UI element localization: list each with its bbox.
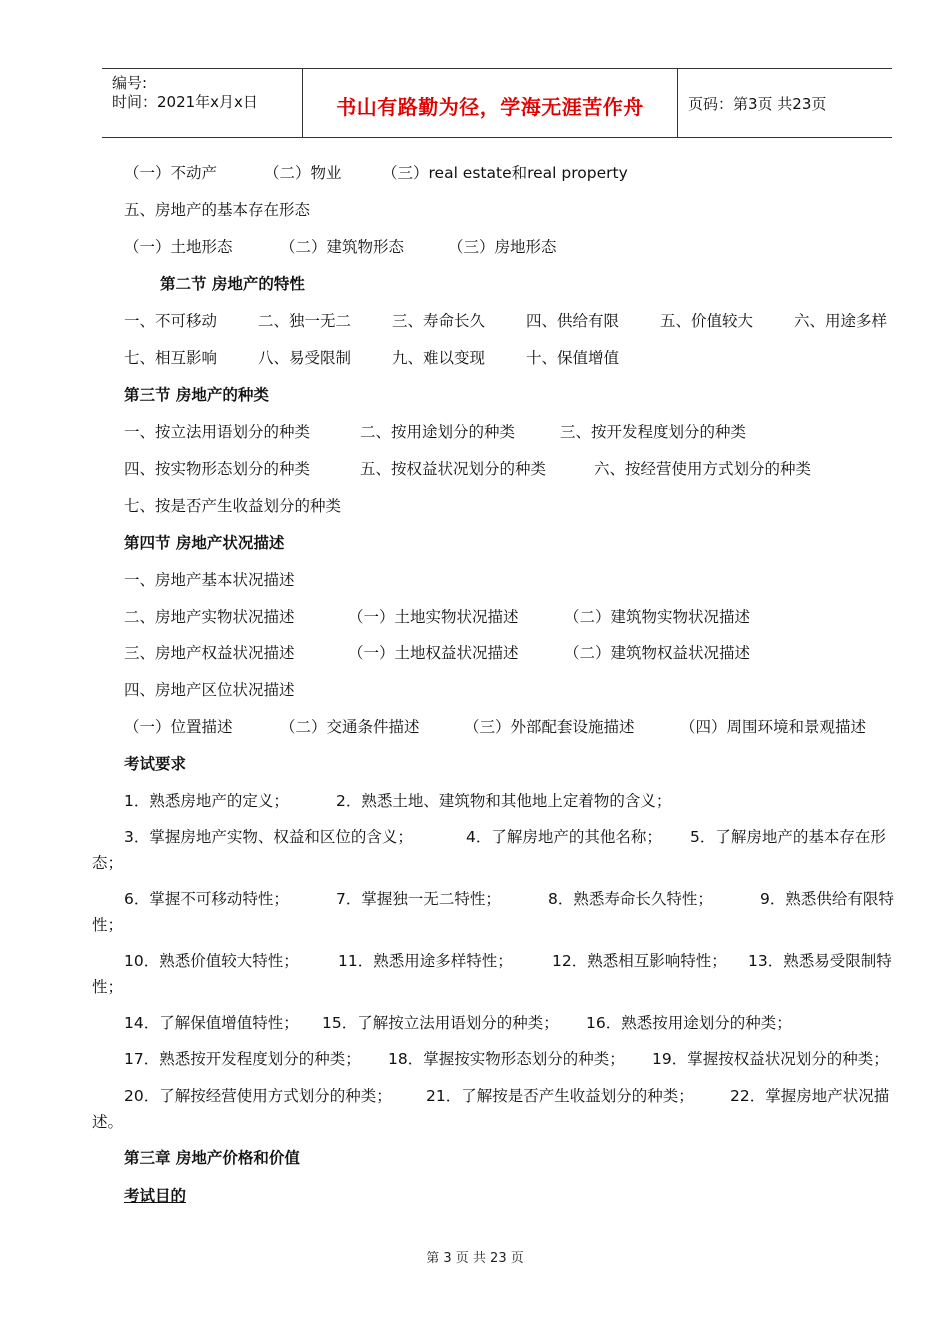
chapter-heading: 第三章 房地产价格和价值 [124,1149,300,1167]
requirement-item: 17．熟悉按开发程度划分的种类； [124,1050,361,1068]
outline-item: （四）周围环境和景观描述 [680,718,867,736]
page-header [102,68,892,138]
section-heading: 考试要求 [124,755,187,773]
requirement-item: 12．熟悉相互影响特性； [552,952,727,970]
exam-goal-underlined: 考试目的 [124,1187,187,1205]
page-footer: 第 3 页 共 23 页 [426,1251,524,1266]
outline-item: 一、按立法用语划分的种类 [124,423,311,441]
requirement-item: 22．掌握房地产状况描 [730,1087,890,1105]
outline-item: 十、保值增值 [526,349,620,367]
requirement-item: 16．熟悉按用途划分的种类； [586,1014,792,1032]
outline-item: （一）不动产 [124,164,218,182]
outline-line: 七、按是否产生收益划分的种类 [124,497,342,515]
outline-item: 三、寿命长久 [392,312,486,330]
section-heading: 第四节 房地产状况描述 [124,534,285,552]
requirement-item: 20．了解按经营使用方式划分的种类； [124,1087,392,1105]
header-page-number: 页码：第3页 共23页 [688,95,827,113]
outline-item: （三）房地形态 [448,238,557,256]
requirement-item: 4．了解房地产的其他名称； [466,828,662,846]
outline-item: 七、相互影响 [124,349,218,367]
outline-item: 五、按权益状况划分的种类 [360,460,547,478]
outline-item: （二）交通条件描述 [280,718,420,736]
outline-item: 三、按开发程度划分的种类 [560,423,747,441]
outline-item: 三、房地产权益状况描述 [124,644,295,662]
outline-item: （三）real estate和real property [382,164,628,182]
requirement-item: 2．熟悉土地、建筑物和其他地上定着物的含义； [336,792,672,810]
outline-item: 二、按用途划分的种类 [360,423,516,441]
requirement-item: 7．掌握独一无二特性； [336,890,501,908]
outline-line: 一、房地产基本状况描述 [124,571,295,589]
outline-item: （二）建筑物权益状况描述 [564,644,751,662]
document-number-label: 编号: [112,74,148,92]
requirement-item: 8．熟悉寿命长久特性； [548,890,713,908]
section-heading: 第二节 房地产的特性 [160,275,305,293]
requirement-item: 18．掌握按实物形态划分的种类； [388,1050,625,1068]
outline-item: 四、按实物形态划分的种类 [124,460,311,478]
header-left-cell [102,69,303,137]
requirement-item: 6．掌握不可移动特性； [124,890,289,908]
outline-item: 一、不可移动 [124,312,218,330]
outline-item: （一）土地权益状况描述 [348,644,519,662]
exam-goal-heading [124,1184,186,1206]
requirement-continuation: 述。 [92,1113,124,1131]
outline-item: 五、价值较大 [660,312,754,330]
outline-item: （二）物业 [264,164,342,182]
outline-item: 二、独一无二 [258,312,352,330]
outline-line: 四、房地产区位状况描述 [124,681,295,699]
outline-item: 六、按经营使用方式划分的种类 [594,460,812,478]
header-page-cell [678,69,892,137]
document-time-label: 时间：2021年x月x日 [112,93,258,111]
outline-item: 四、供给有限 [526,312,620,330]
outline-item: （一）位置描述 [124,718,233,736]
outline-item: （二）建筑物形态 [280,238,405,256]
requirement-item: 9．熟悉供给有限特 [760,890,894,908]
requirement-continuation: 性； [92,916,124,934]
outline-item: 九、难以变现 [392,349,486,367]
requirement-item: 14．了解保值增值特性； [124,1014,299,1032]
outline-item: 六、用途多样 [794,312,888,330]
requirement-item: 21．了解按是否产生收益划分的种类； [426,1087,694,1105]
requirement-continuation: 性； [92,978,124,996]
requirement-item: 13．熟悉易受限制特 [748,952,892,970]
outline-item: 二、房地产实物状况描述 [124,608,295,626]
outline-line: 五、房地产的基本存在形态 [124,201,311,219]
header-motto: 书山有路勤为径，学海无涯苦作舟 [336,95,644,119]
outline-item: （三）外部配套设施描述 [464,718,635,736]
header-motto-cell [303,69,678,137]
requirement-item: 11．熟悉用途多样特性； [338,952,513,970]
requirement-item: 15．了解按立法用语划分的种类； [322,1014,559,1032]
outline-item: （一）土地实物状况描述 [348,608,519,626]
outline-item: （二）建筑物实物状况描述 [564,608,751,626]
requirement-item: 1．熟悉房地产的定义； [124,792,289,810]
requirement-continuation: 态； [92,854,124,872]
requirement-item: 10．熟悉价值较大特性； [124,952,299,970]
outline-item: 八、易受限制 [258,349,352,367]
section-heading: 第三节 房地产的种类 [124,386,269,404]
requirement-item: 3．掌握房地产实物、权益和区位的含义； [124,828,413,846]
requirement-item: 5．了解房地产的基本存在形 [690,828,886,846]
requirement-item: 19．掌握按权益状况划分的种类； [652,1050,889,1068]
outline-item: （一）土地形态 [124,238,233,256]
